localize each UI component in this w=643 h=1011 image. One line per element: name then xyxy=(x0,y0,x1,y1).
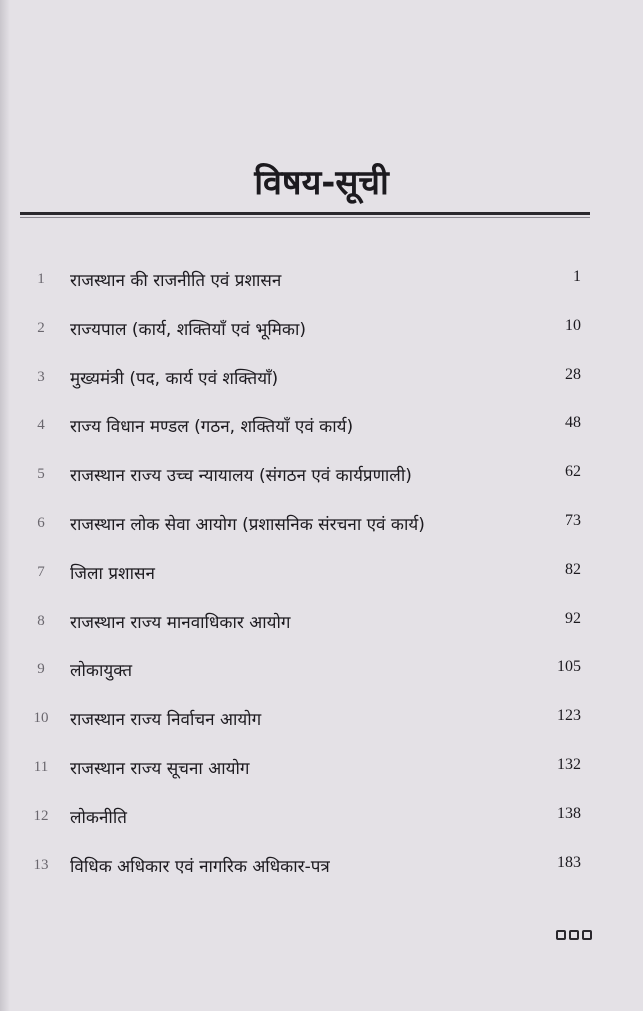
toc-entry xyxy=(0,363,643,393)
entry-number: 8 xyxy=(37,612,45,629)
entry-title: राजस्थान लोक सेवा आयोग (प्रशासनिक संरचना एवं कार्य) xyxy=(70,515,425,535)
entry-title: राज्य विधान मण्डल (गठन, शक्तियाँ एवं कार्य) xyxy=(70,417,354,438)
title-rule-thin xyxy=(20,217,590,218)
entry-page-number: 10 xyxy=(565,316,581,334)
toc-entry xyxy=(0,607,643,637)
entry-page-number: 92 xyxy=(565,609,581,627)
entry-title: लोकनीति xyxy=(70,807,127,828)
square-icon xyxy=(556,930,566,940)
entry-number: 9 xyxy=(37,661,45,678)
entry-number: 7 xyxy=(37,563,45,580)
toc-entry xyxy=(0,802,643,832)
toc-entry xyxy=(0,411,643,441)
title-rule xyxy=(20,212,590,215)
entry-page-number: 105 xyxy=(557,658,581,676)
entry-number: 3 xyxy=(37,368,45,385)
entry-title: राजस्थान राज्य सूचना आयोग xyxy=(70,759,250,779)
entry-number: 11 xyxy=(33,759,49,775)
entry-page-number: 73 xyxy=(565,512,581,529)
entry-number: 10 xyxy=(33,710,49,727)
page-title: विषय-सूची xyxy=(254,163,389,203)
entry-page-number: 138 xyxy=(557,804,581,822)
square-icon xyxy=(582,930,592,940)
entry-page-number: 28 xyxy=(565,365,581,383)
toc-entry xyxy=(0,655,643,685)
square-icon xyxy=(569,930,579,940)
toc-entry xyxy=(0,753,643,783)
entry-page-number: 82 xyxy=(565,560,581,578)
end-marker xyxy=(556,930,592,940)
entry-page-number: 123 xyxy=(557,707,581,725)
toc-entry xyxy=(0,265,643,295)
entry-page-number: 183 xyxy=(557,853,581,871)
entry-title: राजस्थान राज्य मानवाधिकार आयोग xyxy=(70,612,291,633)
entry-page-number: 62 xyxy=(565,463,581,481)
entry-number: 2 xyxy=(37,319,45,336)
entry-title: लोकायुक्त xyxy=(70,661,133,682)
entry-number: 5 xyxy=(37,466,45,483)
entry-title: राज्यपाल (कार्य, शक्तियाँ एवं भूमिका) xyxy=(70,319,306,340)
entry-number: 12 xyxy=(33,807,49,824)
toc-entry xyxy=(0,851,643,881)
toc-entry xyxy=(0,314,643,344)
entry-page-number: 132 xyxy=(557,756,581,773)
toc-entry xyxy=(0,704,643,734)
entry-title: राजस्थान राज्य निर्वाचन आयोग xyxy=(70,710,262,731)
entry-title: विधिक अधिकार एवं नागरिक अधिकार-पत्र xyxy=(70,856,330,877)
entry-number: 6 xyxy=(37,515,45,531)
toc-entry xyxy=(0,509,643,539)
toc-entry xyxy=(0,460,643,490)
entry-title: राजस्थान राज्य उच्च न्यायालय (संगठन एवं कार्यप्रणाली) xyxy=(70,466,412,487)
entry-title: मुख्यमंत्री (पद, कार्य एवं शक्तियाँ) xyxy=(70,368,279,389)
entry-title: जिला प्रशासन xyxy=(70,563,155,584)
entry-page-number: 48 xyxy=(565,414,581,432)
entry-page-number: 1 xyxy=(573,268,581,285)
entry-title: राजस्थान की राजनीति एवं प्रशासन xyxy=(70,271,282,291)
toc-entry xyxy=(0,558,643,588)
entry-number: 1 xyxy=(37,271,45,287)
entry-number: 13 xyxy=(33,856,49,873)
entry-number: 4 xyxy=(37,417,45,434)
